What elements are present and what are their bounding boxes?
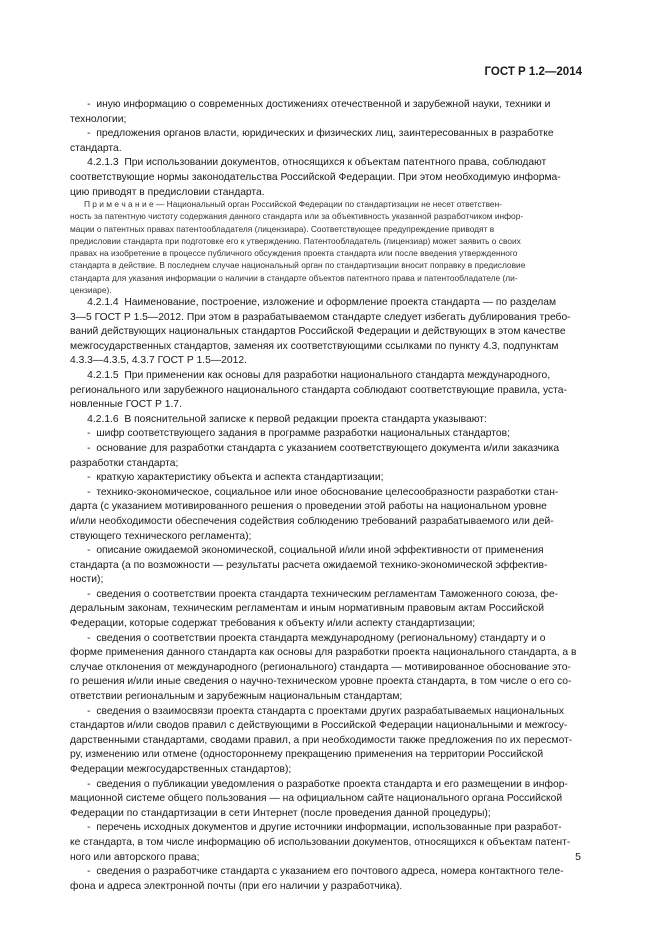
text-line: и/или необходимости обеспечения содействия соблюдению требований разрабатываемого или дей- [70,515,554,527]
text-line: межгосударственных стандартов, заменяя их соответствующими ссылками по пункту 4.3, подпунктам [70,340,559,352]
text-line: - иную информацию о современных достижениях отечественной и зарубежной науки, техники и [70,99,551,110]
text-line: - краткую характеристику объекта и аспекта стандартизации; [70,472,384,484]
text-line: - описание ожидаемой экономической, социальной и/или иной эффективности от применения [70,545,544,557]
text-line: - сведения о взаимосвязи проекта стандарта с проектами других разрабатываемых национальных [70,705,565,717]
text-line: ке стандарта, в том числе информацию об использовании документов, относящихся к объектам патент- [70,836,571,848]
page-number: 5 [575,851,581,863]
text-line: Федерации по стандартизации в сети Интернет (после проведения данной процедуры); [70,807,491,819]
text-line: соответствующие нормы законодательства Российской Федерации. При этом необходимую информа- [70,171,561,183]
text-line: - технико-экономическое, социальное или иное обоснование целесообразности разработки стан- [70,486,559,498]
text-line: случае отклонения от международного (регионального) стандарта — мотивированное обоснование это- [70,661,571,673]
text-line: правах на изобретение в процессе публичного обсуждения проекта стандарта или после введения утвержденного [70,248,518,259]
text-line: ответствии региональным и зарубежным национальным стандартам; [70,691,403,703]
text-line: ру, изменению или отмене (одностороннему прекращению применения на территории Российской [70,749,544,761]
text-line: стандарта в действие. В последнем случае национальный орган по стандартизации вносит поправку в предисловие [70,260,526,271]
text-line: разработки стандарта; [70,457,179,469]
text-line: - шифр соответствующего задания в программе разработки национальных стандартов; [70,428,510,440]
text-line: цензиаре). [70,285,112,296]
text-line: предисловии стандарта при подготовке его к утверждению. Патентообладатель (лицензиар) может заявить о своих [70,235,521,246]
text-line: Федерации, которые содержат требования к объекту и/или аспекту стандартизации; [70,618,476,630]
text-line: - сведения о разработчике стандарта с указанием его почтового адреса, номера контактного теле- [70,866,564,878]
text-line: регионального или зарубежного национального стандарта соблюдают соответствующие правила, уста- [70,384,567,396]
text-line: фона и адреса электронной почты (при его наличии у разработчика). [70,880,403,892]
text-line: - сведения о соответствии проекта стандарта международному (региональному) стандарту и о [70,632,546,644]
text-line: цию приводят в предисловии стандарта. [70,186,265,198]
text-line: деральным законам, техническим регламентам и иным нормативным правовым актам Российской [70,603,544,615]
text-line: 3—5 ГОСТ Р 1.5—2012. При этом в разрабатываемом стандарте следует избегать дублирования требо- [70,311,571,323]
text-line: Федерации межгосударственных стандартов); [70,764,292,775]
document-code-header: ГОСТ Р 1.2—2014 [484,66,582,78]
text-line: мационной системе общего пользования — на официальном сайте национального органа Российской [70,793,563,805]
text-line: стандарта для указания информации о наличии в стандарте объектов патентного права и патентообладателе (ли- [70,272,518,283]
text-line: 4.2.1.5 При применении как основы для разработки национального стандарта международного, [70,369,551,381]
text-line: го решения и/или иные сведения о научно-техническом уровне проекта стандарта, в том числе о его со- [70,676,572,688]
text-line: дарта (с указанием мотивированного решения о проведении этой работы на национальном уровне [70,501,547,513]
text-block [70,296,591,894]
text-line: - основание для разработки стандарта с указанием соответствующего документа и/или заказчика [70,442,560,454]
text-line: - сведения о соответствии проекта стандарта техническим регламентам Таможенного союза, фе- [70,588,559,600]
text-line: П р и м е ч а н и е — Национальный орган Российской Федерации по стандартизации не несет ответствен- [70,199,502,209]
text-line: дарственными стандартами, сводами правил, а при необходимости также предложения по их пересмот- [70,734,573,746]
text-line: ствующего технического регламента); [70,530,252,542]
text-line: ности); [70,574,104,586]
note-block [70,198,591,296]
text-line: мации о патентных правах патентообладателя (лицензиара). Соответствующее предупреждение приводят в [70,223,495,234]
text-line: 4.2.1.3 При использовании документов, относящихся к объектам патентного права, соблюдают [70,157,547,169]
text-line: 4.3.3—4.3.5, 4.3.7 ГОСТ Р 1.5—2012. [70,355,247,367]
text-line: стандартов и/или сводов правил с действующими в Российской Федерации национальными и межгосу- [70,720,568,732]
text-line: новленные ГОСТ Р 1.7. [70,399,182,411]
text-line: стандарта (а по возможности — результаты расчета ожидаемой технико-экономической эффектив- [70,559,548,571]
text-line: - предложения органов власти, юридических и физических лиц, заинтересованных в разработке [70,128,554,140]
text-line: - перечень исходных документов и другие источники информации, использованные при разработ- [70,822,562,834]
text-line: ность за патентную чистоту содержания данного стандарта или за объективность указанной разработчиком инфор- [70,211,524,222]
text-line: 4.2.1.4 Наименование, построение, изложение и оформление проекта стандарта — по разделам [70,297,557,308]
text-line: - сведения о публикации уведомления о разработке проекта стандарта и его размещении в инфор- [70,778,568,790]
text-line: ного или авторского права; [70,851,200,863]
text-line: технологии; [70,113,127,125]
text-line: стандарта. [70,142,122,154]
text-line: ваний действующих национальных стандартов Российской Федерации и действующих в этом качестве [70,326,566,338]
text-line: 4.2.1.6 В пояснительной записке к первой редакции проекта стандарта указывают: [70,413,487,425]
text-block [70,98,591,200]
text-line: форме применения данного стандарта как основы для разработки проекта национального стандарта, а в [70,647,577,659]
